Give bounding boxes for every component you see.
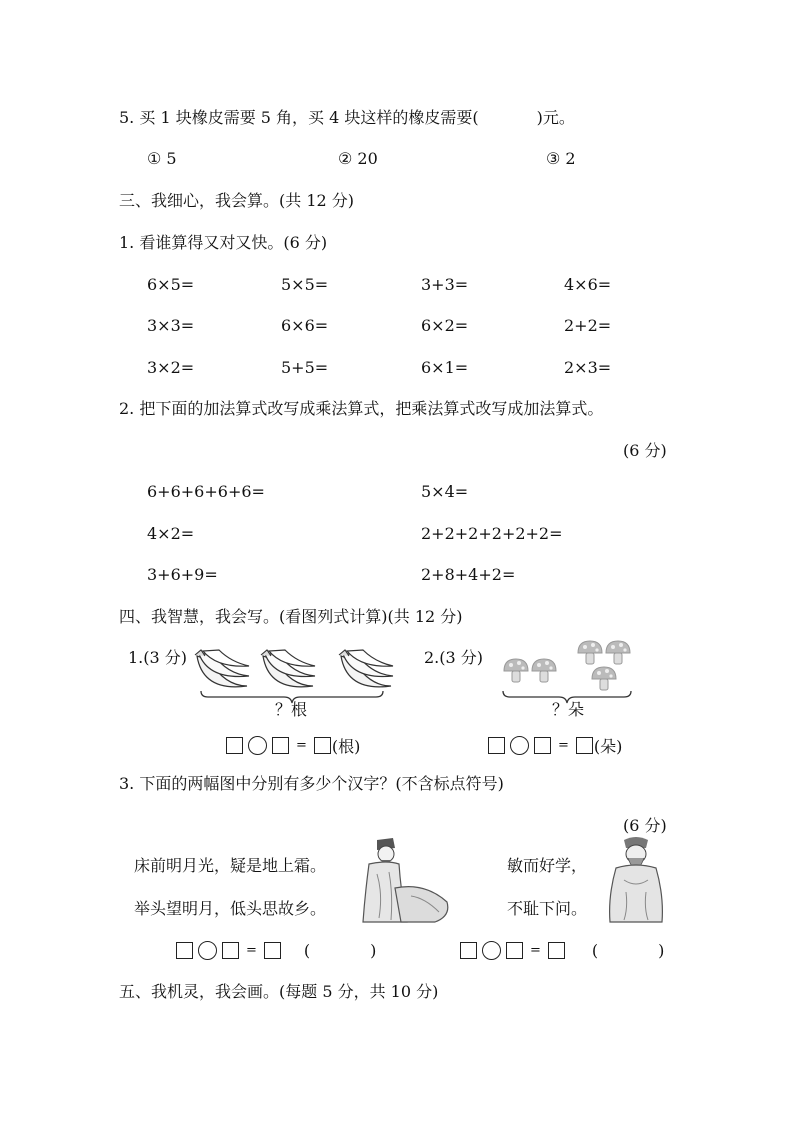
section4-title: 四、我智慧，我会写。(看图列式计算)(共 12 分)	[119, 607, 463, 626]
answer-box[interactable]	[176, 942, 193, 959]
q3-answer-row-1	[176, 941, 376, 960]
poem2-line1: 敏而好学，	[507, 856, 588, 875]
paren-open: (	[591, 941, 599, 960]
answer-box[interactable]	[506, 942, 523, 959]
calc-item: 6×5=	[147, 275, 195, 294]
rewrite-item: 5×4=	[421, 482, 469, 501]
q5-stem: 5. 买 1 块橡皮需要 5 角，买 4 块这样的橡皮需要(	[119, 108, 479, 127]
poet-illustration	[355, 834, 455, 926]
q5-text	[119, 108, 575, 128]
answer-box[interactable]	[226, 737, 243, 754]
bananas-illustration	[193, 638, 393, 698]
calc-item: 4×6=	[564, 275, 612, 294]
calc-item: 3×2=	[147, 358, 195, 377]
answer-box[interactable]	[534, 737, 551, 754]
unit-label: (朵)	[593, 737, 623, 756]
operator-circle[interactable]	[248, 736, 267, 755]
q3-answer-row-2	[460, 941, 664, 960]
equals-sign: =	[296, 738, 307, 753]
calc-item: 2+2=	[564, 316, 612, 335]
calc-item: 2×3=	[564, 358, 612, 377]
s4-q3-score: (6 分)	[623, 816, 667, 835]
answer-box[interactable]	[222, 942, 239, 959]
equals-sign: =	[246, 943, 257, 958]
rewrite-item: 2+8+4+2=	[421, 565, 516, 584]
sage-illustration	[604, 836, 668, 926]
s4-q3-title: 3. 下面的两幅图中分别有多少个汉字？(不含标点符号)	[119, 774, 504, 793]
p2-answer-row	[488, 734, 622, 757]
p2-label: 2.(3 分)	[424, 648, 484, 667]
rewrite-item: 3+6+9=	[147, 565, 218, 584]
operator-circle[interactable]	[510, 736, 529, 755]
q5-blank-close: )元。	[536, 108, 575, 127]
q5-option-1[interactable]: ① 5	[147, 149, 177, 168]
brace-label-mushrooms: ？朵	[552, 700, 585, 719]
equals-sign: =	[530, 943, 541, 958]
answer-box[interactable]	[314, 737, 331, 754]
paren-open: (	[303, 941, 311, 960]
answer-box[interactable]	[460, 942, 477, 959]
poem2-line2: 不耻下问。	[507, 899, 588, 918]
paren-close: )	[370, 941, 377, 960]
q5-option-2[interactable]: ② 20	[338, 149, 378, 168]
p1-label: 1.(3 分)	[128, 648, 188, 667]
answer-box[interactable]	[548, 942, 565, 959]
calc-item: 5+5=	[281, 358, 329, 377]
equals-sign: =	[558, 738, 569, 753]
section3-title: 三、我细心，我会算。(共 12 分)	[119, 191, 355, 210]
s3-q2-score: (6 分)	[623, 441, 667, 460]
q5-option-3[interactable]: ③ 2	[546, 149, 576, 168]
brace-label-bananas: ？根	[275, 700, 308, 719]
answer-box[interactable]	[576, 737, 593, 754]
answer-box[interactable]	[264, 942, 281, 959]
p1-answer-row	[226, 734, 360, 757]
mushrooms-illustration	[502, 637, 642, 697]
unit-label: (根)	[331, 737, 361, 756]
poem1-line1: 床前明月光，疑是地上霜。	[134, 856, 327, 875]
answer-box[interactable]	[488, 737, 505, 754]
answer-box[interactable]	[272, 737, 289, 754]
operator-circle[interactable]	[482, 941, 501, 960]
s3-q1-title: 1. 看谁算得又对又快。(6 分)	[119, 233, 328, 252]
rewrite-item: 6+6+6+6+6=	[147, 482, 265, 501]
s3-q2-title: 2. 把下面的加法算式改写成乘法算式，把乘法算式改写成加法算式。	[119, 399, 604, 418]
rewrite-item: 2+2+2+2+2+2=	[421, 524, 563, 543]
poem1-line2: 举头望明月，低头思故乡。	[134, 899, 327, 918]
operator-circle[interactable]	[198, 941, 217, 960]
rewrite-item: 4×2=	[147, 524, 195, 543]
section5-title: 五、我机灵，我会画。(每题 5 分，共 10 分)	[119, 982, 439, 1001]
calc-item: 5×5=	[281, 275, 329, 294]
calc-item: 3×3=	[147, 316, 195, 335]
calc-item: 6×2=	[421, 316, 469, 335]
calc-item: 6×1=	[421, 358, 469, 377]
calc-item: 6×6=	[281, 316, 329, 335]
paren-close: )	[658, 941, 665, 960]
calc-item: 3+3=	[421, 275, 469, 294]
